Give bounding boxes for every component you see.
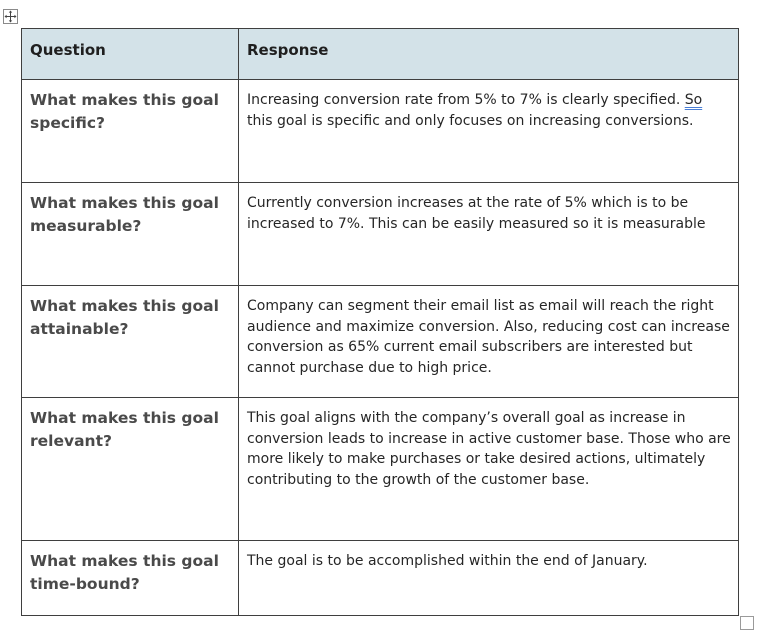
question-cell[interactable] — [22, 80, 239, 183]
table-move-icon[interactable] — [3, 9, 18, 24]
question-cell[interactable] — [22, 398, 239, 541]
question-cell[interactable] — [22, 183, 239, 286]
table-resize-icon[interactable] — [740, 616, 754, 630]
response-text-part: Increasing conversion rate from 5% to 7% is clearly specified. — [247, 92, 685, 108]
header-response-label: Response — [247, 41, 329, 59]
table-row-measurable — [22, 183, 739, 286]
question-text: What makes this goal relevant? — [30, 409, 219, 450]
response-cell[interactable] — [239, 80, 739, 183]
table-row-time-bound — [22, 541, 739, 616]
question-text: What makes this goal attainable? — [30, 297, 219, 338]
response-text: This goal aligns with the company’s overall goal as increase in conversion leads to increase in active customer base. Those who are more likely to make purchases or take desired actions, ultimately contributing to the growth of the customer base. — [247, 410, 731, 489]
header-cell-question[interactable] — [22, 29, 239, 80]
response-text: Company can segment their email list as email will reach the right audience and maximize conversion. Also, reducing cost can increase conversion as 65% current email subscribers are interested but cannot purchase due to high price. — [247, 298, 730, 377]
table-row-relevant — [22, 398, 739, 541]
header-cell-response[interactable] — [239, 29, 739, 80]
response-text: Currently conversion increases at the rate of 5% which is to be increased to 7%. This can be easily measured so it is measurable — [247, 195, 706, 232]
response-text — [239, 80, 738, 131]
response-cell[interactable] — [239, 541, 739, 616]
question-text: What makes this goal specific? — [30, 91, 219, 132]
question-text: What makes this goal measurable? — [30, 194, 219, 235]
response-cell[interactable] — [239, 286, 739, 398]
table-row-specific — [22, 80, 739, 183]
table-header-row — [22, 29, 739, 80]
response-cell[interactable] — [239, 398, 739, 541]
smart-goal-table — [21, 28, 739, 616]
header-question-label: Question — [30, 41, 106, 59]
table-row-attainable — [22, 286, 739, 398]
grammar-flagged-word[interactable]: So — [684, 92, 703, 108]
response-text-part: this goal is specific and only focuses on increasing conversions. — [247, 112, 694, 129]
question-cell[interactable] — [22, 286, 239, 398]
response-cell[interactable] — [239, 183, 739, 286]
question-cell[interactable] — [22, 541, 239, 616]
question-text: What makes this goal time-bound? — [30, 552, 219, 593]
response-text: The goal is to be accomplished within the end of January. — [247, 553, 648, 569]
